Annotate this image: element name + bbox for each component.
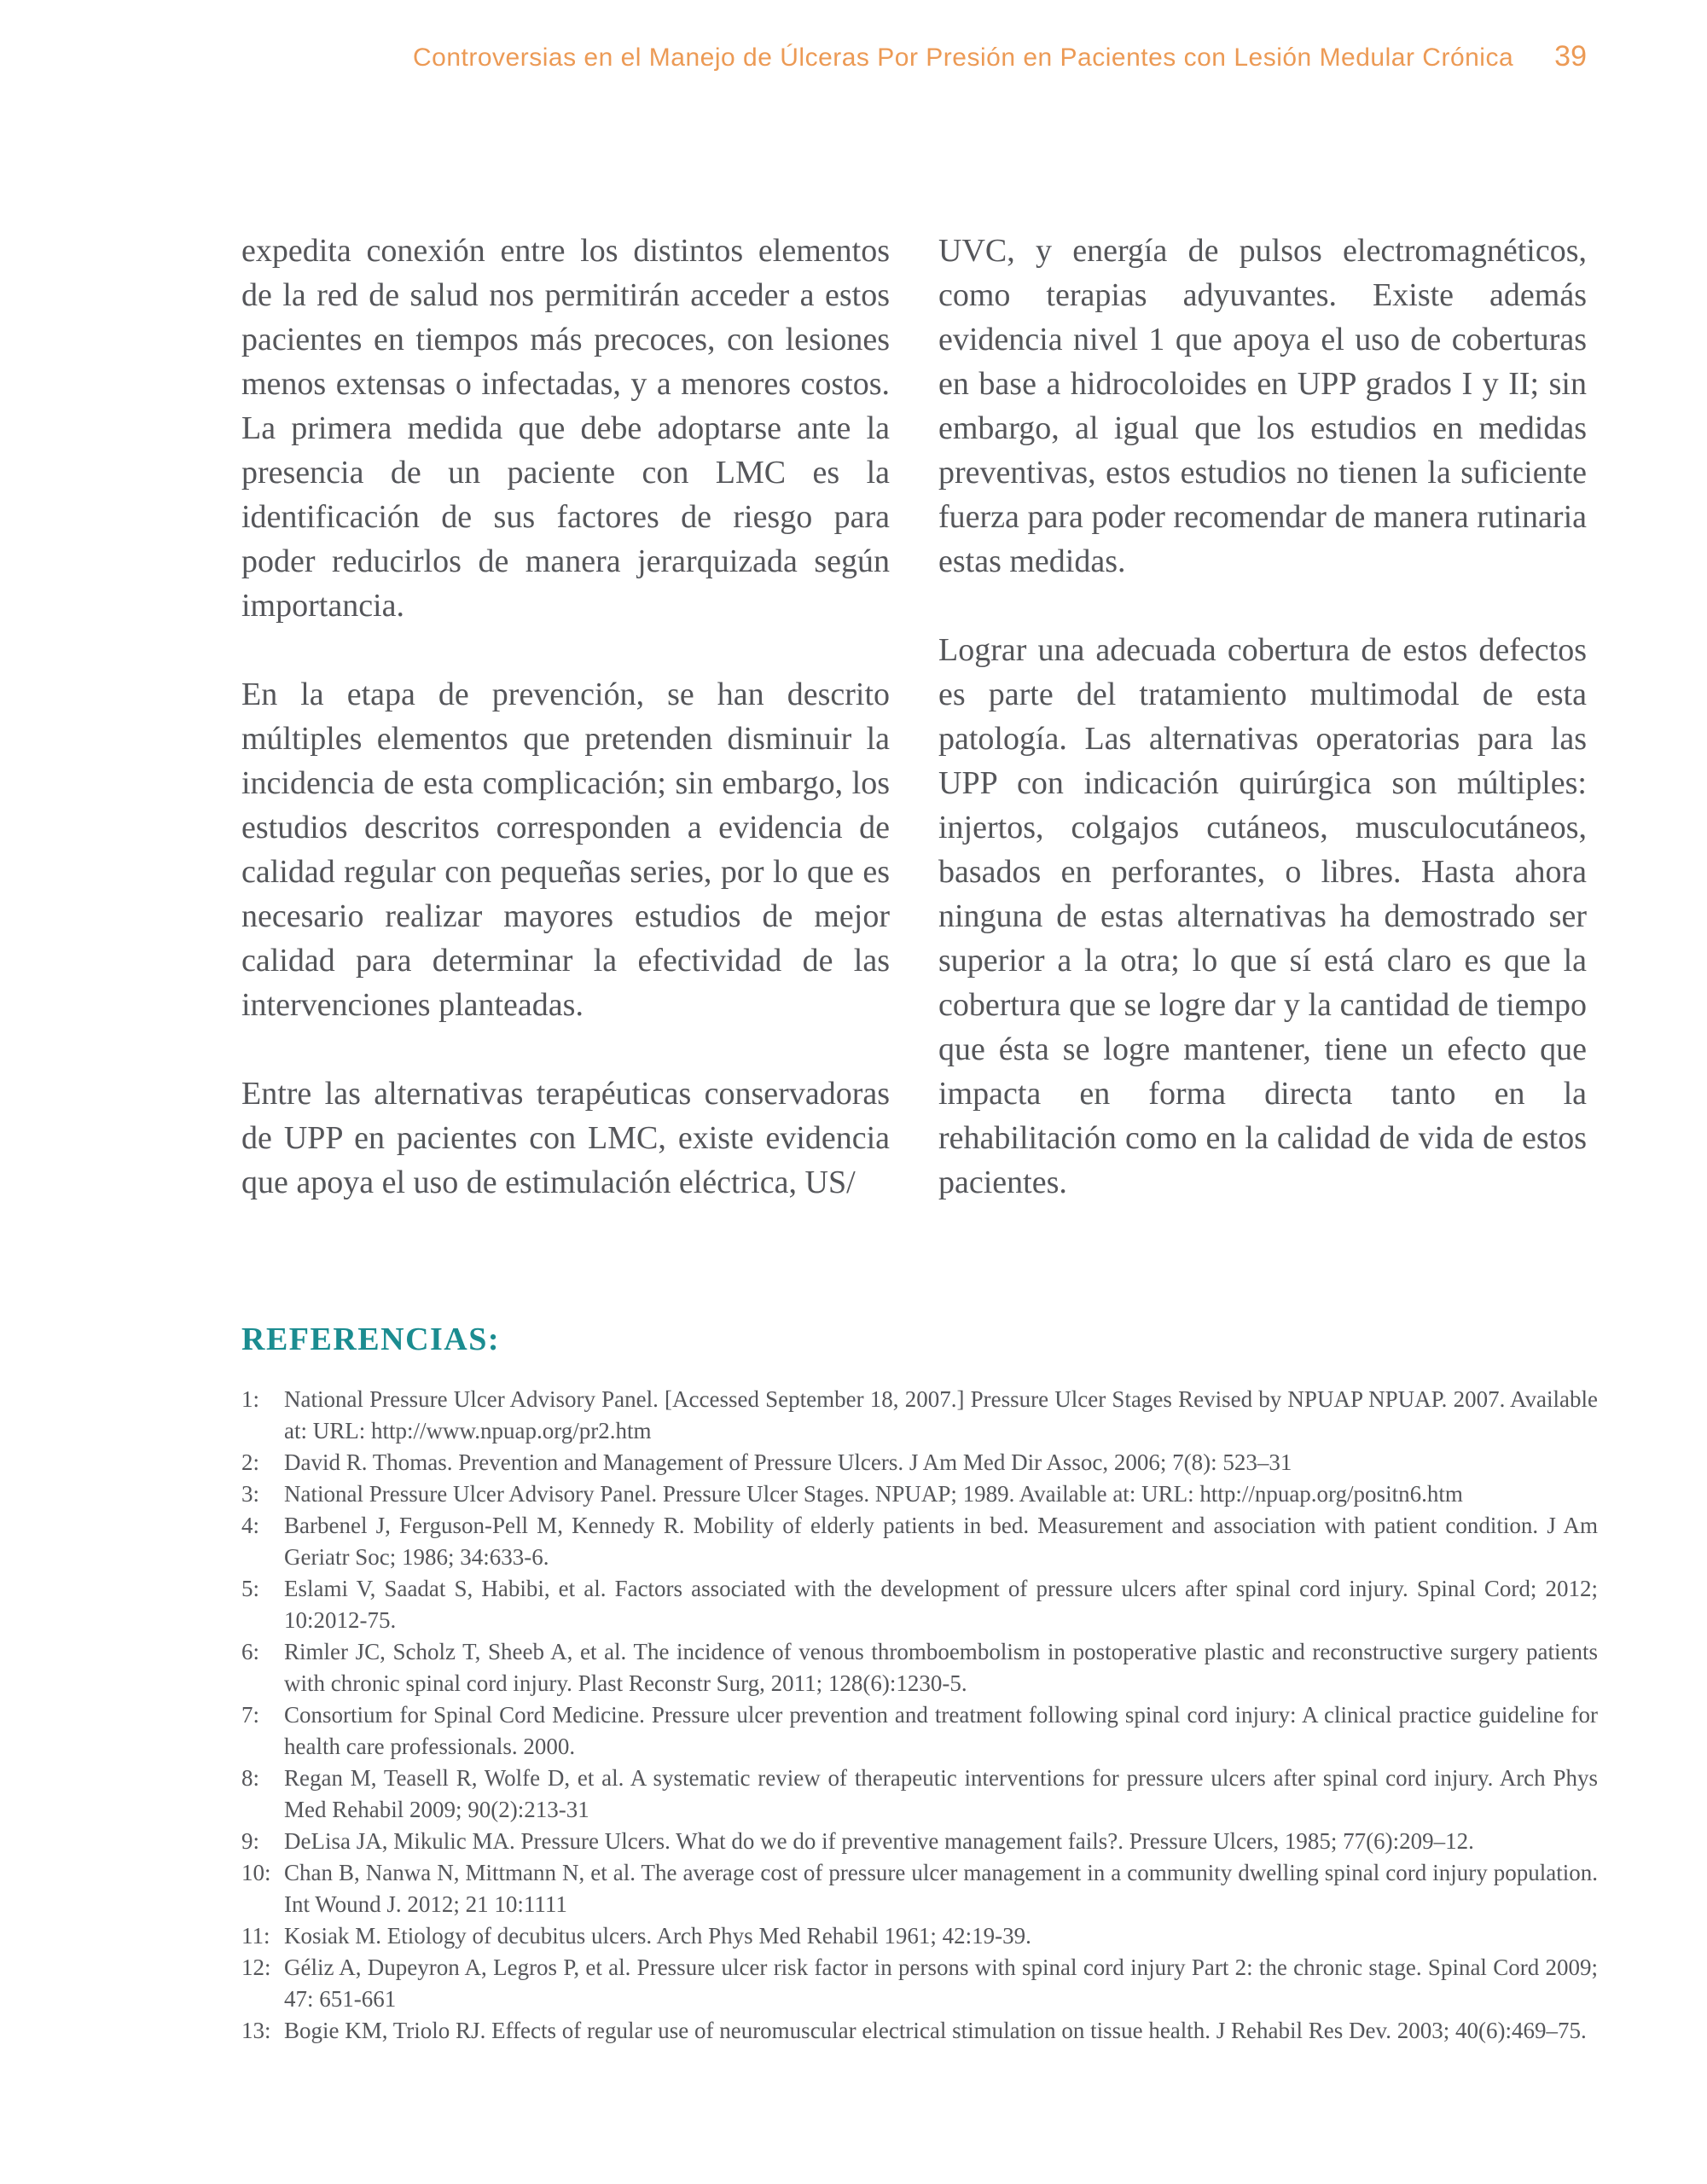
reference-number: 13: [241, 2018, 271, 2043]
paragraph: En la etapa de prevención, se han descrito múltiples elementos que pretenden disminuir la incidencia de esta complicación; sin embargo, los estudios descritos corresponden a evidencia de calidad regular con pequeñas series, por lo que es necesario realizar mayores estudios de mejor calidad para determinar la efectividad de las intervenciones planteadas. [241, 677, 890, 1023]
references-section [241, 1321, 1598, 2047]
reference-number: 8: [241, 1765, 260, 1791]
reference-number: 3: [241, 1481, 260, 1507]
reference-item [241, 1447, 1598, 1478]
reference-item [241, 1952, 1598, 2015]
paragraph: Entre las alternativas terapéuticas conservadoras de UPP en pacientes con LMC, existe evidencia que apoya el uso de estimulación eléctrica, US/ [241, 1076, 890, 1200]
reference-number: 12: [241, 1955, 271, 1980]
reference-text: Bogie KM, Triolo RJ. Effects of regular use of neuromuscular electrical stimulation on tissue health. J Rehabil Res Dev. 2003; 40(6):469–75. [284, 2018, 1587, 2043]
reference-number: 2: [241, 1449, 260, 1475]
reference-number: 9: [241, 1828, 260, 1854]
paragraph: Lograr una adecuada cobertura de estos defectos es parte del tratamiento multimodal de esta patología. Las alternativas operatorias para las UPP con indicación quirúrgica son múltiples: injertos, colgajos cutáneos, musculocutáneos, basados en perforantes, o libres. Hasta ahora ninguna de estas alternativas ha demostrado ser superior a la otra; lo que sí está claro es que la cobertura que se logre dar y la cantidad de tiempo que ésta se logre mantener, tiene un efecto que impacta en forma directa tanto en la rehabilitación como en la calidad de vida de estos pacientes. [938, 632, 1587, 1200]
reference-text: Consortium for Spinal Cord Medicine. Pressure ulcer prevention and treatment following spinal cord injury: A clinical practice guideline for health care professionals. 2000. [284, 1702, 1598, 1759]
reference-number: 10: [241, 1860, 271, 1885]
running-head-title: Controversias en el Manejo de Úlceras Por Presión en Pacientes con Lesión Medular Crónica [413, 44, 1514, 72]
page-number: 39 [1554, 40, 1587, 73]
reference-item [241, 1920, 1598, 1952]
reference-item [241, 1763, 1598, 1826]
reference-text: Barbenel J, Ferguson-Pell M, Kennedy R. Mobility of elderly patients in bed. Measurement and association with patient condition. J Am Geriatr Soc; 1986; 34:633-6. [284, 1513, 1598, 1570]
reference-item [241, 1857, 1598, 1920]
paragraph: expedita conexión entre los distintos elementos de la red de salud nos permitirán acceder a estos pacientes en tiempos más precoces, con lesiones menos extensas o infectadas, y a menores costos. La primera medida que debe adoptarse ante la presencia de un paciente con LMC es la identificación de sus factores de riesgo para poder reducirlos de manera jerarquizada según importancia. [241, 233, 890, 624]
paragraph: UVC, y energía de pulsos electromagnéticos, como terapias adyuvantes. Existe además evidencia nivel 1 que apoya el uso de coberturas en base a hidrocoloides en UPP grados I y II; sin embargo, al igual que los estudios en medidas preventivas, estos estudios no tienen la suficiente fuerza para poder recomendar de manera rutinaria estas medidas. [938, 233, 1587, 579]
reference-item [241, 2015, 1598, 2047]
references-list [241, 1384, 1598, 2047]
reference-text: Rimler JC, Scholz T, Sheeb A, et al. The incidence of venous thromboembolism in postoperative plastic and reconstructive surgery patients with chronic spinal cord injury. Plast Reconstr Surg, 2011; 128(6):1230-5. [284, 1639, 1598, 1696]
reference-item [241, 1510, 1598, 1573]
reference-text: Kosiak M. Etiology of decubitus ulcers. Arch Phys Med Rehabil 1961; 42:19-39. [284, 1923, 1031, 1949]
reference-text: Géliz A, Dupeyron A, Legros P, et al. Pressure ulcer risk factor in persons with spinal cord injury Part 2: the chronic stage. Spinal Cord 2009; 47: 651-661 [284, 1955, 1598, 2012]
reference-number: 5: [241, 1576, 260, 1601]
reference-item [241, 1826, 1598, 1857]
reference-text: National Pressure Ulcer Advisory Panel. [Accessed September 18, 2007.] Pressure Ulcer Stages Revised by NPUAP NPUAP. 2007. Available at: URL: http://www.npuap.org/pr2.htm [284, 1386, 1598, 1443]
article-body [241, 229, 1587, 1205]
reference-item [241, 1573, 1598, 1636]
running-head [241, 41, 1587, 73]
reference-number: 4: [241, 1513, 260, 1538]
reference-number: 7: [241, 1702, 260, 1728]
reference-number: 1: [241, 1386, 260, 1412]
reference-item [241, 1636, 1598, 1699]
reference-item [241, 1699, 1598, 1763]
reference-text: Eslami V, Saadat S, Habibi, et al. Factors associated with the development of pressure ulcers after spinal cord injury. Spinal Cord; 2012; 10:2012-75. [284, 1576, 1598, 1633]
reference-text: David R. Thomas. Prevention and Management of Pressure Ulcers. J Am Med Dir Assoc, 2006; 7(8): 523–31 [284, 1449, 1292, 1475]
reference-text: DeLisa JA, Mikulic MA. Pressure Ulcers. What do we do if preventive management fails?. Pressure Ulcers, 1985; 77(6):209–12. [284, 1828, 1474, 1854]
reference-number: 11: [241, 1923, 270, 1949]
reference-text: Chan B, Nanwa N, Mittmann N, et al. The average cost of pressure ulcer management in a community dwelling spinal cord injury population. Int Wound J. 2012; 21 10:1111 [284, 1860, 1598, 1917]
reference-item [241, 1384, 1598, 1447]
left-column [241, 229, 890, 1205]
reference-item [241, 1478, 1598, 1510]
reference-text: Regan M, Teasell R, Wolfe D, et al. A systematic review of therapeutic interventions for pressure ulcers after spinal cord injury. Arch Phys Med Rehabil 2009; 90(2):213-31 [284, 1765, 1598, 1822]
reference-text: National Pressure Ulcer Advisory Panel. Pressure Ulcer Stages. NPUAP; 1989. Available at: URL: http://npuap.org/positn6.htm [284, 1481, 1463, 1507]
reference-number: 6: [241, 1639, 260, 1664]
right-column [938, 229, 1587, 1205]
references-heading: REFERENCIAS: [241, 1321, 501, 1357]
